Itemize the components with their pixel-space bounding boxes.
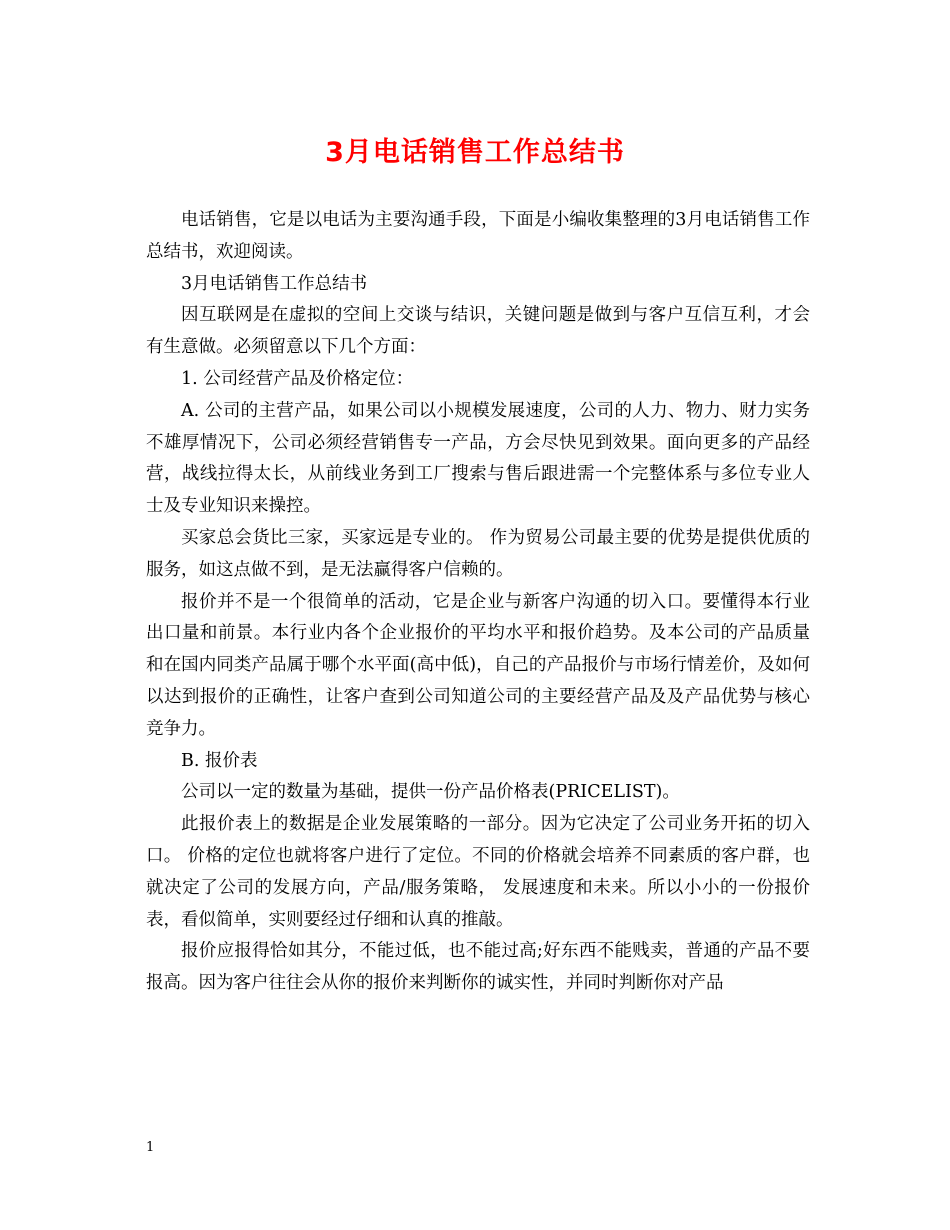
paragraph-quote-appropriately: 报价应报得恰如其分，不能过低，也不能过高;好东西不能贱卖，普通的产品不要报高。因为客户往往会从你的报价来判断你的诚实性，并同时判断你对产品 bbox=[146, 941, 810, 994]
document-body bbox=[146, 205, 810, 1000]
paragraph-internet-trust: 因互联网是在虚拟的空间上交谈与结识，关键问题是做到与客户互信互利，才会有生意做。必须留意以下几个方面： bbox=[146, 305, 810, 358]
paragraph-buyers-compare: 买家总会货比三家，买家远是专业的。 作为贸易公司最主要的优势是提供优质的服务，如这点做不到，是无法赢得客户信赖的。 bbox=[146, 527, 810, 580]
paragraph-intro: 电话销售，它是以电话为主要沟通手段，下面是小编收集整理的3月电话销售工作总结书，欢迎阅读。 bbox=[146, 210, 810, 262]
paragraph-section-1-heading: 1. 公司经营产品及价格定位： bbox=[181, 368, 414, 389]
paragraph-pricelist-strategy: 此报价表上的数据是企业发展策略的一部分。因为它决定了公司业务开拓的切入口。 价格的定位也就将客户进行了定位。不同的价格就会培养不同素质的客户群，也就决定了公司的发展方向，产品/服务策略， 发展速度和未来。所以小小的一份报价表，看似简单，实则要经过仔细和认真的推敲。 bbox=[146, 814, 810, 930]
paragraph-pricelist: 公司以一定的数量为基础，提供一份产品价格表(PRICELIST)。 bbox=[181, 782, 680, 803]
document-title: 3月电话销售工作总结书 bbox=[325, 137, 625, 168]
page-number: 1 bbox=[146, 1140, 155, 1155]
paragraph-section-b-heading: B. 报价表 bbox=[181, 750, 258, 771]
paragraph-subtitle: 3月电话销售工作总结书 bbox=[181, 273, 368, 294]
paragraph-main-products: A. 公司的主营产品，如果公司以小规模发展速度，公司的人力、物力、财力实务不雄厚情况下，公司必须经营销售专一产品，方会尽快见到效果。面向更多的产品经营，战线拉得太长，从前线业务到工厂搜索与售后跟进需一个完整体系与多位专业人士及专业知识来操控。 bbox=[146, 400, 810, 517]
paragraph-quotation-activity: 报价并不是一个很简单的活动，它是企业与新客户沟通的切入口。要懂得本行业出口量和前景。本行业内各个企业报价的平均水平和报价趋势。及本公司的产品质量和在国内同类产品属于哪个水平面(高中低)，自己的产品报价与市场行情差价，及如何以达到报价的正确性，让客户查到公司知道公司的主要经营产品及及产品优势与核心竞争力。 bbox=[146, 591, 810, 739]
